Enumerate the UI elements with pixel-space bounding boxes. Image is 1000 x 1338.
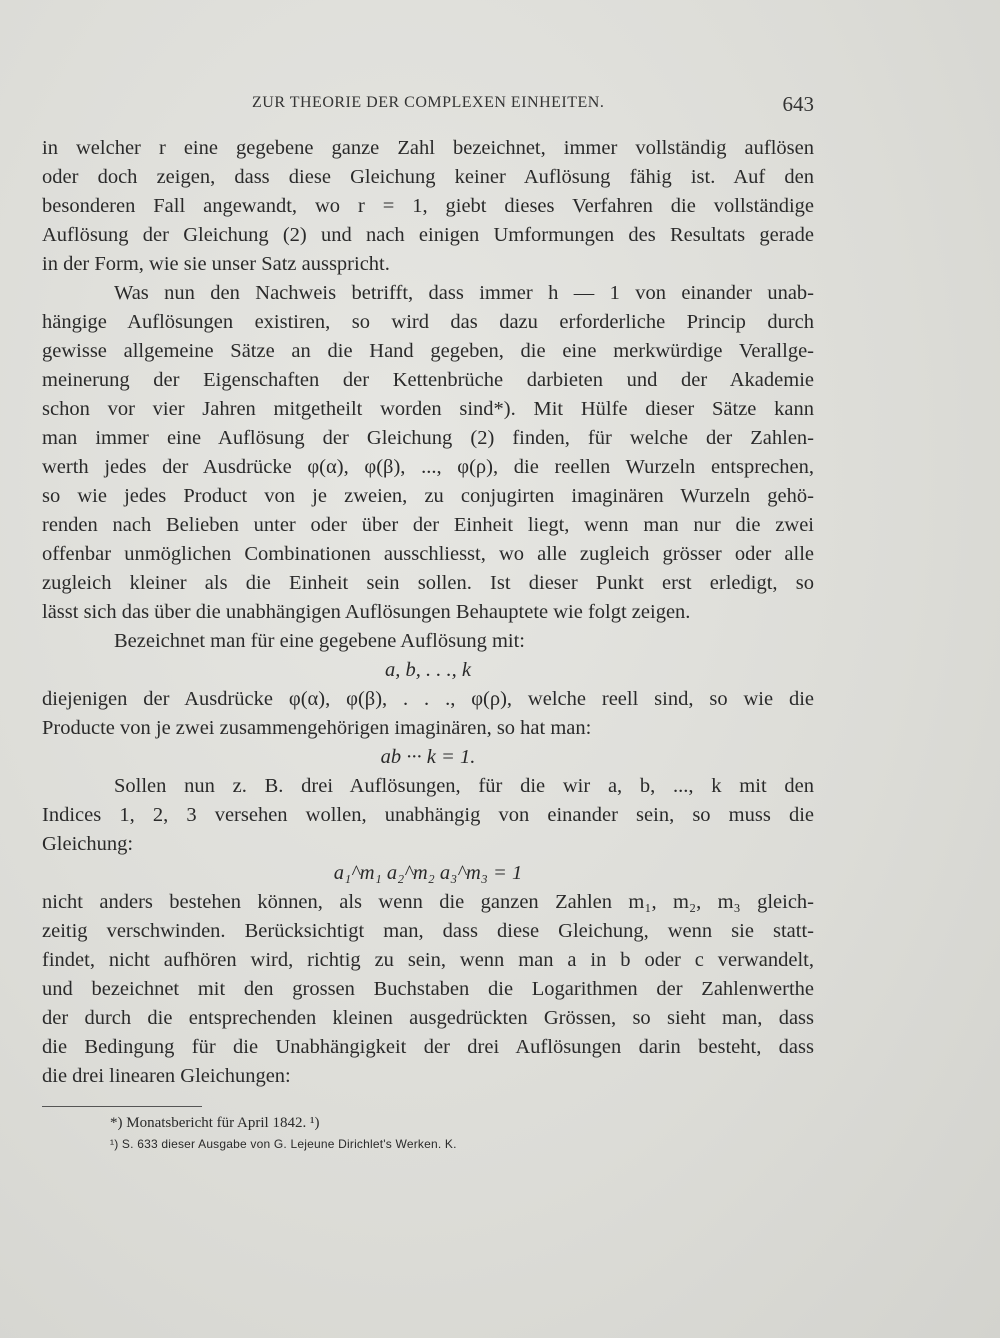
formula-line: a, b, . . ., k (385, 659, 471, 681)
formula-line: ab ··· k = 1. (380, 746, 476, 768)
text-line: nicht anders bestehen können, als wenn die ganzen Zahlen m₁, m₂, m₃ gleich- (42, 891, 814, 913)
text-line: offenbar unmöglichen Combinationen ausschliesst, wo alle zugleich grösser oder alle (42, 543, 814, 565)
text-line: und bezeichnet mit den grossen Buchstaben die Logarithmen der Zahlenwerthe (42, 978, 814, 1000)
footnote-2: ¹) S. 633 dieser Ausgabe von G. Lejeune Dirichlet's Werken. K. (110, 1137, 457, 1151)
page-header (42, 94, 814, 118)
text-line: zeitig verschwinden. Berücksichtigt man, dass diese Gleichung, wenn sie statt- (42, 920, 814, 942)
text-line: hängige Auflösungen existiren, so wird das dazu erforderliche Princip durch (42, 311, 814, 333)
footnotes (110, 1112, 710, 1154)
running-title: ZUR THEORIE DER COMPLEXEN EINHEITEN. (252, 94, 605, 111)
text-line: meinerung der Eigenschaften der Kettenbrüche darbieten und der Akademie (42, 369, 814, 391)
text-line: Auflösung der Gleichung (2) und nach einigen Umformungen des Resultats gerade (42, 224, 814, 246)
text-line: diejenigen der Ausdrücke φ(α), φ(β), . . ., φ(ρ), welche reell sind, so wie die (42, 688, 814, 710)
text-line: Sollen nun z. B. drei Auflösungen, für die wir a, b, ..., k mit den (114, 775, 814, 797)
text-line: Gleichung: (42, 833, 134, 855)
text-line: die drei linearen Gleichungen: (42, 1065, 291, 1087)
text-line: so wie jedes Product von je zweien, zu conjugirten imaginären Wurzeln gehö- (42, 485, 814, 507)
text-line: man immer eine Auflösung der Gleichung (2) finden, für welche der Zahlen- (42, 427, 814, 449)
text-line: in welcher r eine gegebene ganze Zahl bezeichnet, immer vollständig auflösen (42, 137, 814, 159)
text-line: gewisse allgemeine Sätze an die Hand gegeben, die eine merkwürdige Verallge- (42, 340, 814, 362)
text-line: in der Form, wie sie unser Satz ausspricht. (42, 253, 390, 275)
footnote-1: *) Monatsbericht für April 1842. ¹) (110, 1115, 320, 1131)
text-line: renden nach Belieben unter oder über der Einheit liegt, wenn man nur die zwei (42, 514, 814, 536)
text-line: Was nun den Nachweis betrifft, dass immer h — 1 von einander unab- (114, 282, 814, 304)
footnote-divider (42, 1106, 202, 1107)
text-line: lässt sich das über die unabhängigen Auflösungen Behauptete wie folgt zeigen. (42, 601, 691, 623)
text-line: oder doch zeigen, dass diese Gleichung keiner Auflösung fähig ist. Auf den (42, 166, 814, 188)
text-line: schon vor vier Jahren mitgetheilt worden sind*). Mit Hülfe dieser Sätze kann (42, 398, 814, 420)
body-text (42, 134, 814, 1091)
formula-line: a₁^m₁ a₂^m₂ a₃^m₃ = 1 (333, 862, 523, 884)
text-line: der durch die entsprechenden kleinen ausgedrückten Grössen, so sieht man, dass (42, 1007, 814, 1029)
page-number: 643 (782, 92, 814, 116)
text-line: werth jedes der Ausdrücke φ(α), φ(β), ..., φ(ρ), die reellen Wurzeln entsprechen, (42, 456, 814, 478)
text-line: findet, nicht aufhören wird, richtig zu sein, wenn man a in b oder c verwandelt, (42, 949, 814, 971)
text-line: besonderen Fall angewandt, wo r = 1, giebt dieses Verfahren die vollständige (42, 195, 814, 217)
text-line: die Bedingung für die Unabhängigkeit der drei Auflösungen darin besteht, dass (42, 1036, 814, 1058)
text-line: zugleich kleiner als die Einheit sein sollen. Ist dieser Punkt erst erledigt, so (42, 572, 814, 594)
text-line: Producte von je zwei zusammengehörigen imaginären, so hat man: (42, 717, 592, 739)
text-line: Bezeichnet man für eine gegebene Auflösung mit: (114, 630, 526, 652)
text-line: Indices 1, 2, 3 versehen wollen, unabhängig von einander sein, so muss die (42, 804, 814, 826)
